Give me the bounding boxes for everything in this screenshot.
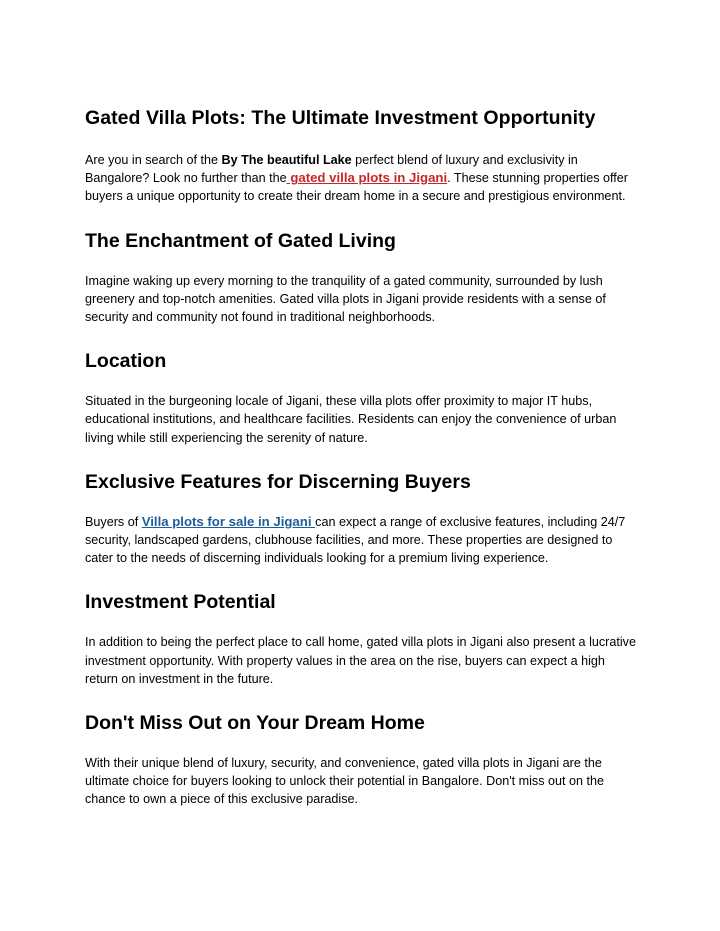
- section-paragraph: [85, 513, 636, 568]
- section-heading: The Enchantment of Gated Living: [85, 229, 396, 252]
- section-paragraph: Situated in the burgeoning locale of Jigani, these villa plots offer proximity to major IT hubs, educational institutions, and healthcare facilities. Residents can enjoy the convenience of urban living while still experiencing the serenity of nature.: [85, 394, 617, 445]
- intro-text-3: . These stunning properties offer buyers a unique opportunity to create their dream home in a secure and prestigious environment.: [85, 171, 628, 204]
- section-location: [85, 348, 636, 447]
- section-heading: Investment Potential: [85, 591, 276, 614]
- page-title: Gated Villa Plots: The Ultimate Investment Opportunity: [85, 107, 596, 129]
- section-exclusive-features: [85, 469, 636, 568]
- villa-plots-for-sale-link[interactable]: Villa plots for sale in Jigani: [141, 513, 316, 529]
- intro-text-2: perfect blend of luxury and exclusivity in Bangalore? Look no further than the: [85, 153, 578, 186]
- section-paragraph: In addition to being the perfect place to call home, gated villa plots in Jigani also present a lucrative investment opportunity. With property values in the area on the rise, buyers can expect a high return on investment in the future.: [85, 635, 636, 686]
- features-text-2: can expect a range of exclusive features, including 24/7 security, landscaped gardens, clubhouse facilities, and more. These properties are designed to cater to the needs of discerning individuals looking for a premium living experience.: [85, 514, 626, 566]
- section-heading: Exclusive Features for Discerning Buyers: [85, 470, 471, 493]
- intro-text-1: Are you in search of the: [85, 153, 222, 167]
- section-heading: Location: [85, 350, 167, 373]
- intro-paragraph: [85, 151, 636, 206]
- gated-villa-plots-link[interactable]: gated villa plots in Jigani: [286, 170, 448, 186]
- section-paragraph: Imagine waking up every morning to the tranquility of a gated community, surrounded by lush greenery and top-notch amenities. Gated villa plots in Jigani provide residents with a sense of security and community not found in traditional neighborhoods.: [85, 273, 606, 325]
- section-paragraph: With their unique blend of luxury, security, and convenience, gated villa plots in Jigani are the ultimate choice for buyers looking to unlock their potential in Bangalore. Don't miss out on the chance to own a piece of this exclusive paradise.: [85, 756, 605, 807]
- section-heading: Don't Miss Out on Your Dream Home: [85, 712, 425, 735]
- features-text-1: Buyers of: [85, 514, 142, 529]
- section-enchantment: [85, 228, 636, 327]
- section-investment-potential: [85, 589, 636, 688]
- intro-bold-text: By The beautiful Lake: [221, 153, 352, 167]
- section-dream-home: [85, 710, 636, 809]
